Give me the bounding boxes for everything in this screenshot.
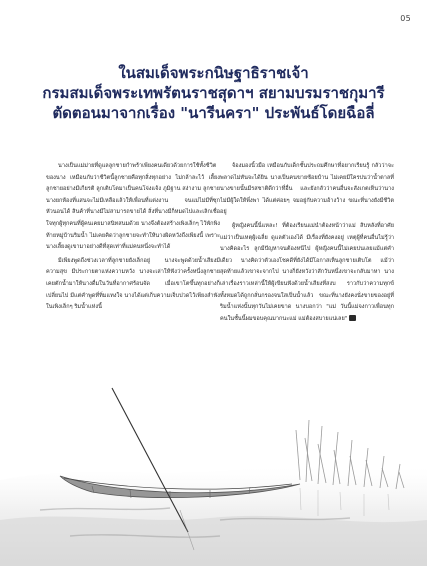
right-paragraph-1: จ้องมองนิ้วมือ เหมือนกับเด็กชั้นประถมศึกษาที่อยากเรียนรู้ กลัวว่าจะพลาดไม่ทันจะได้ยิน นางเป็นคนขายซ้อยบ้าน ไม่เคยมีใครบ่นว่าน้ำตาลที่นางขายนั้นมีรสชาติดีกว่าที่อื่น และยังกลัวว่าคนอื่นจะสังเกตเห็นว่านางไม่มีผู้ใดให้พึ่งพา ได้แต่ค่อยๆ จมอยู่กับความอ้างว้าง ขณะที่นางยังมีชีวิตอยู่ [220,163,394,216]
title-line-3: ตัดตอนมาจากเรื่อง "นารีนครา" ประพันธ์โดยฉือลี่ [52,104,375,122]
left-paragraph-2: มีเพียงพูดถึงช่วงเวลาที่ลูกชายยังเล็กอยู่ นางจะพูดด้วยน้ำเสียงมีความสุข มีประกายตาแห่งความหวัง นางจะเล่าให้ฟังว่าครั้งหนึ่งลูกชายเคยตักน้ำมาให้นางดื่มในวันที่อากาศร้อนจัด เมื่อเขาโตขึ้นทุกอย่างก็เปลี่ยนไป มีแต่คำพูดที่ทิ่มแทงใจ นางได้แต่เก็บความเจ็บปวดไว้เพียงลำพังในเพิงเล็กๆ ริมน้ำแห่งนี้ [46,257,220,311]
right-paragraph-2 [220,221,394,325]
article-title [16,63,411,123]
water-wash-dark [0,516,427,566]
end-of-article-icon [349,315,356,321]
page-number: 05 [400,14,411,23]
left-column [46,161,220,386]
boat-ink-illustration [0,360,427,566]
title-line-2: กรมสมเด็จพระเทพรัตนราชสุดาฯ สยามบรมราชกุมารี [42,84,385,102]
left-paragraph-1: นางเป็นแม่ม่ายที่ดูแลลูกชายกำพร้าเพียงคนเดียวด้วยการใช้ทั้งชีวิตของนาง เหมือนกับว่าชีวิตนี้ลูกชายคือทุกสิ่งทุกอย่าง ไม่กล้าละไว้ เลี้ยงลูกชายอย่างมีเกียรติ ลูกเติบโตมาเป็นคนโจ่งแจ้ง ภูมิฐาน สง่างาม ลูกชายนางยกห้องที่แสนจะไม่มีเหลือแล้วให้เพื่อนที่แต่งงาน จนแม่ไม่มีที่ซุกหัวนอนได้ สินค้าที่นางมีไม่สามารถขายได้ สิ่งที่นางมีก็หมดไปและเลิกเชื่อใจทุกผู้ทุกคนที่ผู้คนเคยมาสนิทสนมด้วย นางจึงต้องสร้างเพิงเล็กๆ ไว้พักพิงท้ายหมู่บ้านริมน้ำ ไม่เคยคิดว่าลูกชายจะทำให้นางผิดหวังถึงเพียงนี้ เพราะนางเลี้ยงดูเขามาอย่างดีที่สุดเท่าที่แม่คนหนึ่งจะทำได้ [46,163,220,251]
right-paragraph-2-text: ผู้หญิงคนนี้นี่แหละ! ที่ต้องเรียนแม่นำต้องหน้าว่าแม่ สิบหลังที่อาศัยแม่ว่าเป็นเหตุผู้เฉลี่ย ดูแลตัวเองได้ มีเรื่องที่ยังคงอยู่ เหตุผู้ที่คนอื่นไม่รู้ว่านางคิดอะไร ลูกมีปัญหาจนต้องหนีไป ผู้หญิงคนนี้ไม่เคยบ่นเลยแม้แต่คำเดียว นางคิดว่าตัวเองโชคดีที่ยังได้มีโอกาสเห็นลูกชายเติบโต แม้ว่าสุดท้ายแล้วเขาจะจากไป นางก็ยังหวังว่าสักวันหนึ่งเขาจะกลับมาหา นางเล่าเรื่องราวเหล่านี้ให้ผู้เขียนฟังด้วยน้ำเสียงที่สงบ ราวกับว่าความทุกข์ทั้งหมดได้ถูกกลั่นกรองจนใสเป็นน้ำแล้ว ขณะที่นางยังคงนั่งขายของอยู่ที่ริมน้ำแห่งนั้นทุกวันไม่เคยขาด นางบอกว่า "แม่ วันนี้แม่จงกาวเพื่อนทุกคนในชั้นนี้ผมขอบคุณมากนะแม่ แม่ต้องสบายแน่เลย" [220,222,394,322]
title-line-1: ในสมเด็จพระกนิษฐาธิราชเจ้า [118,64,309,82]
